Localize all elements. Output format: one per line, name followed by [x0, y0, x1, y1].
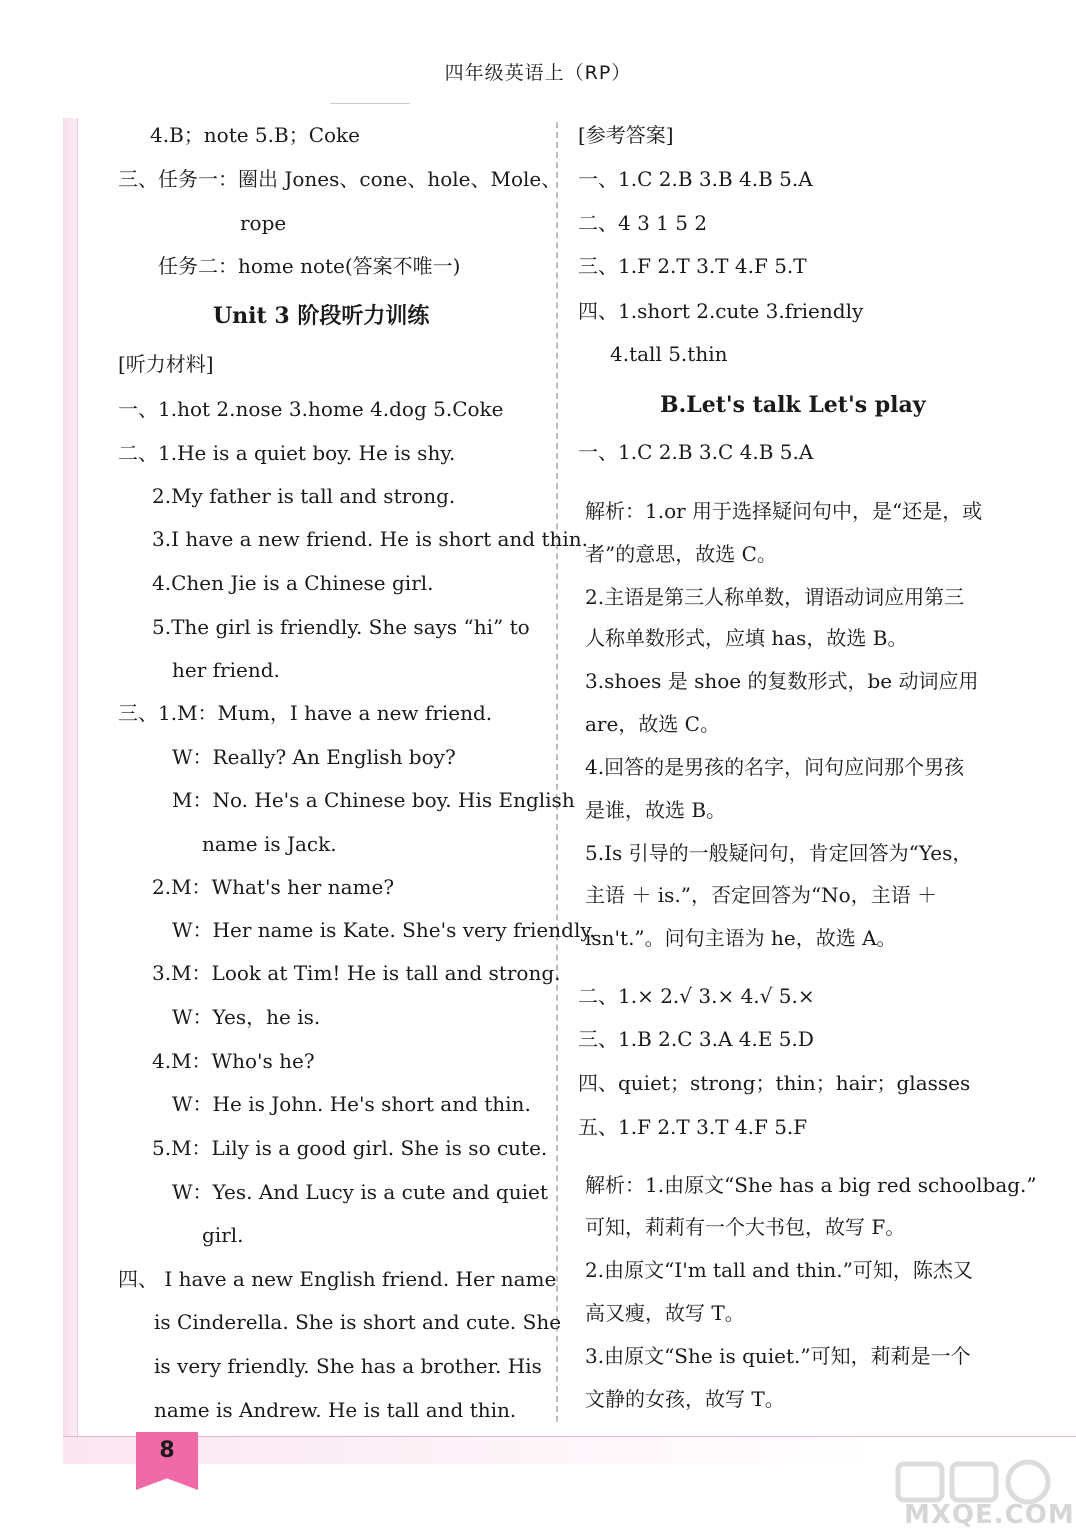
- left-column-line: 2.My father is tall and strong.: [152, 484, 456, 508]
- right-column-line: 是谁，故选 B。: [585, 798, 727, 822]
- left-column-line: 任务二：home note(答案不唯一): [158, 254, 461, 278]
- footer-rule: [63, 1436, 1076, 1437]
- left-column-line: W：Yes. And Lucy is a cute and quiet: [172, 1180, 548, 1204]
- left-column-line: name is Jack.: [202, 832, 337, 856]
- right-column-line: 三、1.B 2.C 3.A 4.E 5.D: [578, 1027, 814, 1051]
- right-column-line: [参考答案]: [578, 123, 674, 147]
- right-column-line: 文静的女孩，故写 T。: [585, 1387, 785, 1411]
- left-column-line: 三、任务一：圈出 Jones、cone、hole、Mole、: [118, 167, 562, 191]
- right-column-line: 解析：1.or 用于选择疑问句中，是“还是，或: [585, 499, 983, 523]
- left-column-line: rope: [240, 211, 287, 235]
- left-column-line: 4.B；note 5.B；Coke: [150, 123, 361, 147]
- left-margin-band: [63, 118, 78, 1436]
- right-column-line: 2.主语是第三人称单数，谓语动词应用第三: [585, 585, 965, 609]
- right-column-line: 者”的意思，故选 C。: [585, 542, 777, 566]
- left-column-line: 二、1.He is a quiet boy. He is shy.: [118, 441, 456, 465]
- right-column-line: 主语 ＋ is.”，否定回答为“No，主语 ＋: [585, 883, 938, 907]
- right-column-line: 3.shoes 是 shoe 的复数形式，be 动词应用: [585, 669, 979, 693]
- left-column-line: 四、 I have a new English friend. Her name: [118, 1267, 557, 1291]
- page-number: 8: [159, 1438, 175, 1463]
- right-column-line: 3.由原文“She is quiet.”可知，莉莉是一个: [585, 1344, 971, 1368]
- right-column-line: 可知，莉莉有一个大书包，故写 F。: [585, 1215, 906, 1239]
- right-column-line: 二、1.× 2.√ 3.× 4.√ 5.×: [578, 984, 815, 1008]
- left-column-line: name is Andrew. He is tall and thin.: [154, 1398, 517, 1422]
- left-column-line: 2.M：What's her name?: [152, 875, 395, 899]
- right-column-line: 二、4 3 1 5 2: [578, 211, 708, 235]
- right-column-line: 一、1.C 2.B 3.C 4.B 5.A: [578, 440, 814, 464]
- right-column-line: 2.由原文“I'm tall and thin.”可知，陈杰又: [585, 1258, 973, 1282]
- left-column-line: W：Really? An English boy?: [172, 745, 456, 769]
- right-column-line: 人称单数形式，应填 has，故选 B。: [585, 626, 908, 650]
- right-column-line: 4.回答的是男孩的名字，问句应问那个男孩: [585, 755, 965, 779]
- left-column-line: 4.M：Who's he?: [152, 1049, 315, 1073]
- left-column-line: is Cinderella. She is short and cute. She: [154, 1310, 562, 1334]
- left-column-line: 三、1.M：Mum，I have a new friend.: [118, 701, 493, 725]
- right-column-line: 四、quiet；strong；thin；hair；glasses: [578, 1071, 971, 1095]
- right-column-line: 五、1.F 2.T 3.T 4.F 5.F: [578, 1115, 808, 1139]
- left-column-line: 3.M：Look at Tim! He is tall and strong.: [152, 961, 561, 985]
- left-column-line: 5.M：Lily is a good girl. She is so cute.: [152, 1136, 548, 1160]
- left-column-line: W：Her name is Kate. She's very friendly.: [172, 918, 596, 942]
- right-column-line: are，故选 C。: [585, 712, 720, 736]
- column-divider: [556, 122, 558, 1422]
- left-column-line: 4.Chen Jie is a Chinese girl.: [152, 571, 434, 595]
- left-column-line: her friend.: [172, 658, 280, 682]
- left-column-line: 5.The girl is friendly. She says “hi” to: [152, 615, 530, 639]
- page-header-title: 四年级英语上（RP）: [444, 62, 632, 84]
- left-column-line: W：He is John. He's short and thin.: [172, 1092, 531, 1116]
- left-column-line: 一、1.hot 2.nose 3.home 4.dog 5.Coke: [118, 397, 504, 421]
- right-column-line: B.Let's talk Let's play: [660, 392, 926, 418]
- left-column-line: 3.I have a new friend. He is short and thin.: [152, 527, 589, 551]
- right-column-line: 5.Is 引导的一般疑问句，肯定回答为“Yes，: [585, 841, 973, 865]
- right-column-line: 高又瘦，故写 T。: [585, 1301, 745, 1325]
- left-column-line: Unit 3 阶段听力训练: [213, 303, 430, 329]
- right-column-line: 四、1.short 2.cute 3.friendly: [578, 299, 864, 323]
- left-column-line: is very friendly. She has a brother. His: [154, 1354, 542, 1378]
- right-column-line: 4.tall 5.thin: [610, 342, 728, 366]
- left-column-line: M：No. He's a Chinese boy. His English: [172, 788, 575, 812]
- right-column-line: 一、1.C 2.B 3.B 4.B 5.A: [578, 167, 813, 191]
- right-column-line: 三、1.F 2.T 3.T 4.F 5.T: [578, 254, 807, 278]
- header-rule: [330, 103, 410, 104]
- left-column-line: [听力材料]: [118, 352, 214, 376]
- right-column-line: isn't.”。问句主语为 he，故选 A。: [585, 926, 897, 950]
- left-column-line: girl.: [202, 1223, 244, 1247]
- right-column-line: 解析：1.由原文“She has a big red schoolbag.”: [585, 1173, 1037, 1197]
- watermark-text: MXQE.COM: [904, 1500, 1075, 1530]
- left-column-line: W：Yes，he is.: [172, 1005, 321, 1029]
